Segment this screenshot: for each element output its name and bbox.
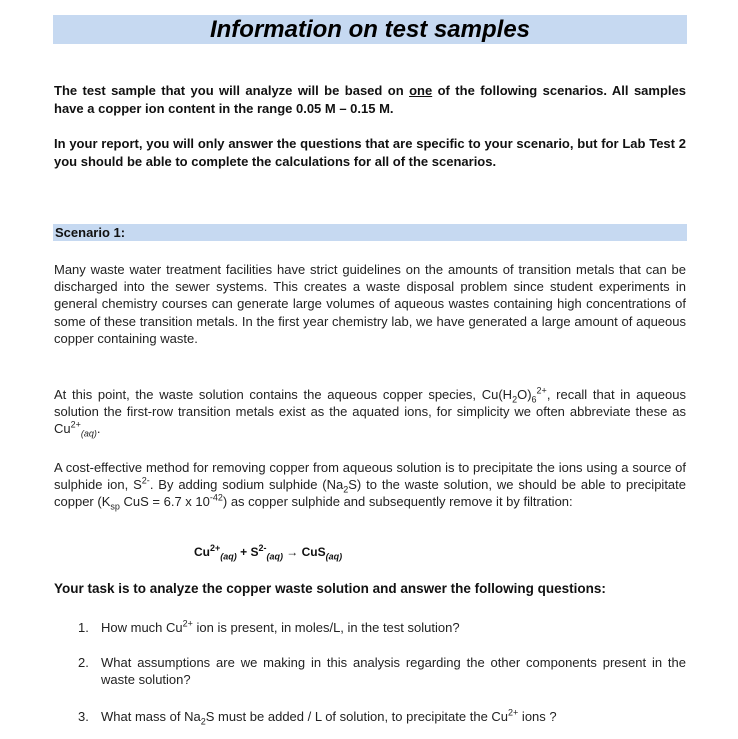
- page-title: Information on test samples: [53, 15, 687, 44]
- question-number: 2.: [78, 655, 89, 670]
- question-number: 1.: [78, 620, 89, 635]
- question-number: 3.: [78, 709, 89, 724]
- scenario-heading: Scenario 1:: [53, 224, 687, 241]
- scenario-paragraph-1: Many waste water treatment facilities have strict guidelines on the amounts of transition metals that can be discharged into the sewer systems. This creates a waste disposal problem since student experiments in general chemistry courses can generate large volumes of aqueous wastes containing high concentrations of some of these transition metals. In the first year chemistry lab, we have generated a large amount of aqueous copper containing waste.: [54, 262, 686, 346]
- scenario-paragraph-2: At this point, the waste solution contains the aqueous copper species, $Cu(H_2O)_6^{2+}$, recall that in aqueous solution the first-row transition metals exist as the aquated ions, for simplicity we often abbreviate these as $Cu^{2+}_{(aq)}$.: [54, 385, 686, 439]
- question-2: 2. What assumptions are we making in this analysis regarding the other components present in the waste solution?: [78, 655, 686, 688]
- intro-paragraph-2: In your report, you will only answer the questions that are specific to your scenario, but for Lab Test 2 you should be able to complete the calculations for all of the scenarios.: [54, 136, 686, 169]
- question-3: 3. What mass of $Na_2S$ must be added / L of solution, to precipitate the $Cu^{2+}$ ions ?: [78, 707, 557, 727]
- question-1: 1. How much $Cu^{2+}$ ion is present, in moles/L, in the test solution?: [78, 618, 460, 635]
- precipitation-equation: $Cu^{2+}_{(aq)} + S^{2-}_{(aq)} \to CuS_{(aq)}$: [194, 543, 343, 562]
- scenario-paragraph-3: A cost-effective method for removing copper from aqueous solution is to precipitate the ions using a source of sulphide ion, $S^{2-}$. By adding sodium sulphide $(Na_2S)$ to the waste solution, we should be able to precipitate copper ($K_{sp}$ CuS = 6.7 x $10^{-42}$) as copper sulphide and subsequently remove it by filtration:: [54, 460, 686, 512]
- task-heading: Your task is to analyze the copper waste solution and answer the following questions:: [54, 581, 606, 596]
- intro-paragraph-1: The test sample that you will analyze will be based on one of the following scenarios. All samples have a copper ion content in the range 0.05 M – 0.15 M.: [54, 83, 686, 116]
